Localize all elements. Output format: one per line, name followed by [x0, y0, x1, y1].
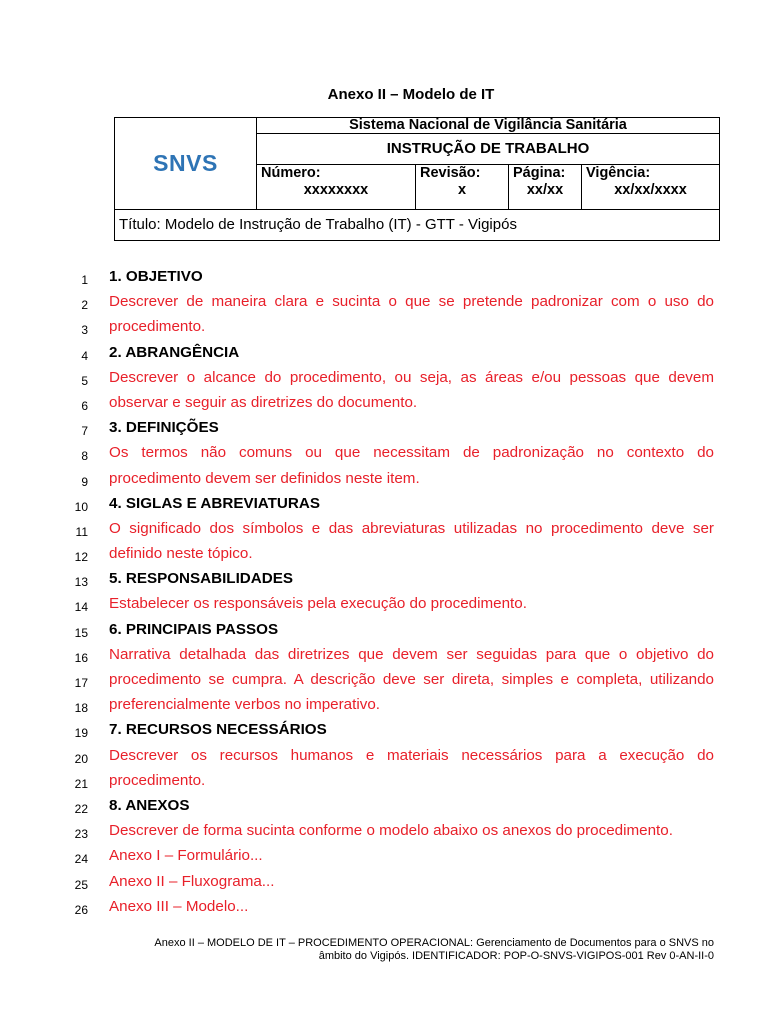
document-line	[0, 316, 768, 341]
instruction-text: Descrever de forma sucinta conforme o modelo abaixo os anexos do procedimento.	[109, 822, 673, 840]
pagina-label: Página:	[513, 165, 566, 181]
doc-type: INSTRUÇÃO DE TRABALHO	[257, 134, 720, 165]
line-number: 8	[81, 449, 88, 464]
line-number: 20	[74, 751, 88, 766]
revisao-label: Revisão:	[420, 165, 481, 181]
line-number: 22	[74, 801, 88, 816]
section-heading: 5. RESPONSABILIDADES	[109, 570, 293, 588]
line-number: 3	[81, 323, 88, 338]
document-line	[0, 795, 768, 820]
document-line	[0, 871, 768, 896]
document-line	[0, 291, 768, 316]
line-number: 25	[74, 877, 88, 892]
document-line	[0, 392, 768, 417]
instruction-text: Estabelecer os responsáveis pela execução do procedimento.	[109, 595, 527, 613]
line-number: 16	[74, 650, 88, 665]
instruction-text: Descrever os recursos humanos e materiais necessários para a execução do	[109, 746, 714, 764]
instruction-text: Descrever o alcance do procedimento, ou seja, as áreas e/ou pessoas que devem	[109, 368, 714, 386]
document-line	[0, 442, 768, 467]
section-heading: 4. SIGLAS E ABREVIATURAS	[109, 494, 320, 512]
snvs-logo: SNVS	[115, 118, 257, 210]
line-number: 7	[81, 424, 88, 439]
line-number: 5	[81, 373, 88, 388]
document-line	[0, 770, 768, 795]
section-heading: 7. RECURSOS NECESSÁRIOS	[109, 721, 327, 739]
line-number: 1	[81, 273, 88, 287]
line-number: 6	[81, 398, 88, 413]
line-number: 21	[74, 776, 88, 791]
line-number: 10	[74, 499, 88, 514]
document-line	[0, 417, 768, 442]
numero-cell	[257, 165, 416, 210]
numero-label: Número:	[261, 165, 321, 181]
instruction-text: Os termos não comuns ou que necessitam de padronização no contexto do	[109, 444, 714, 462]
instruction-text: definido neste tópico.	[109, 545, 253, 563]
document-line	[0, 820, 768, 845]
document-line	[0, 568, 768, 593]
document-line	[0, 745, 768, 770]
instruction-text: Descrever de maneira clara e sucinta o que se pretende padronizar com o uso do	[109, 293, 714, 311]
system-name: Sistema Nacional de Vigilância Sanitária	[257, 118, 720, 134]
vigencia-cell	[582, 165, 720, 210]
instruction-text: procedimento.	[109, 771, 206, 789]
line-number: 15	[74, 625, 88, 640]
document-line	[0, 644, 768, 669]
line-number: 19	[74, 726, 88, 741]
instruction-text: Narrativa detalhada das diretrizes que devem ser seguidas para que o objetivo do	[109, 645, 714, 663]
line-number: 23	[74, 827, 88, 842]
instruction-text: O significado dos símbolos e das abreviaturas utilizadas no procedimento deve ser	[109, 519, 714, 537]
footer-line-1: Anexo II – MODELO DE IT – PROCEDIMENTO OPERACIONAL: Gerenciamento de Documentos para o SNVS no	[154, 937, 714, 949]
vigencia-value: xx/xx/xxxx	[614, 182, 687, 198]
document-line	[0, 619, 768, 644]
vigencia-label: Vigência:	[586, 165, 651, 181]
line-number: 24	[74, 852, 88, 867]
line-number: 12	[74, 550, 88, 565]
document-line	[0, 845, 768, 870]
section-heading: 6. PRINCIPAIS PASSOS	[109, 620, 279, 638]
numero-value: xxxxxxxx	[303, 182, 369, 198]
page-footer	[100, 937, 714, 963]
document-line	[0, 342, 768, 367]
document-header-table	[114, 117, 720, 241]
line-number: 2	[81, 298, 88, 313]
pagina-value: xx/xx	[526, 182, 564, 198]
instruction-text: procedimento se cumpra. A descrição deve ser direta, simples e completa, utilizando	[109, 671, 714, 688]
line-number: 9	[81, 474, 88, 489]
line-number: 17	[74, 676, 88, 690]
document-line	[0, 719, 768, 744]
document-line	[0, 543, 768, 568]
document-line	[0, 367, 768, 392]
document-line	[0, 593, 768, 618]
instruction-text: Anexo I – Formulário...	[109, 847, 263, 865]
instruction-text: Anexo III – Modelo...	[109, 897, 249, 915]
section-heading: 8. ANEXOS	[109, 796, 190, 814]
document-line	[0, 266, 768, 291]
document-line	[0, 896, 768, 921]
line-number: 11	[75, 524, 88, 539]
instruction-text: procedimento.	[109, 318, 206, 336]
line-number: 14	[74, 600, 88, 615]
annex-title: Anexo II – Modelo de IT	[327, 86, 495, 103]
pagina-cell	[509, 165, 582, 210]
document-line	[0, 669, 768, 694]
instruction-text: Anexo II – Fluxograma...	[109, 872, 275, 890]
section-heading: 1. OBJETIVO	[109, 268, 203, 285]
document-line	[0, 694, 768, 719]
revisao-value: x	[457, 182, 467, 198]
line-number: 26	[74, 902, 88, 917]
document-line	[0, 518, 768, 543]
document-line	[0, 493, 768, 518]
document-line	[0, 468, 768, 493]
footer-line-2: âmbito do Vigipós. IDENTIFICADOR: POP-O-SNVS-VIGIPOS-001 Rev 0-AN-II-0	[318, 950, 714, 962]
line-number: 13	[74, 575, 88, 590]
section-heading: 2. ABRANGÊNCIA	[109, 343, 240, 361]
section-heading: 3. DEFINIÇÕES	[109, 419, 219, 437]
document-title: Título: Modelo de Instrução de Trabalho (IT) - GTT - Vigipós	[115, 210, 720, 241]
revisao-cell	[416, 165, 509, 210]
numbered-lines	[0, 266, 768, 921]
instruction-text: observar e seguir as diretrizes do documento.	[109, 393, 418, 411]
line-number: 18	[74, 701, 88, 716]
line-number: 4	[81, 348, 88, 363]
instruction-text: preferencialmente verbos no imperativo.	[109, 696, 380, 714]
instruction-text: procedimento devem ser definidos neste item.	[109, 469, 420, 487]
